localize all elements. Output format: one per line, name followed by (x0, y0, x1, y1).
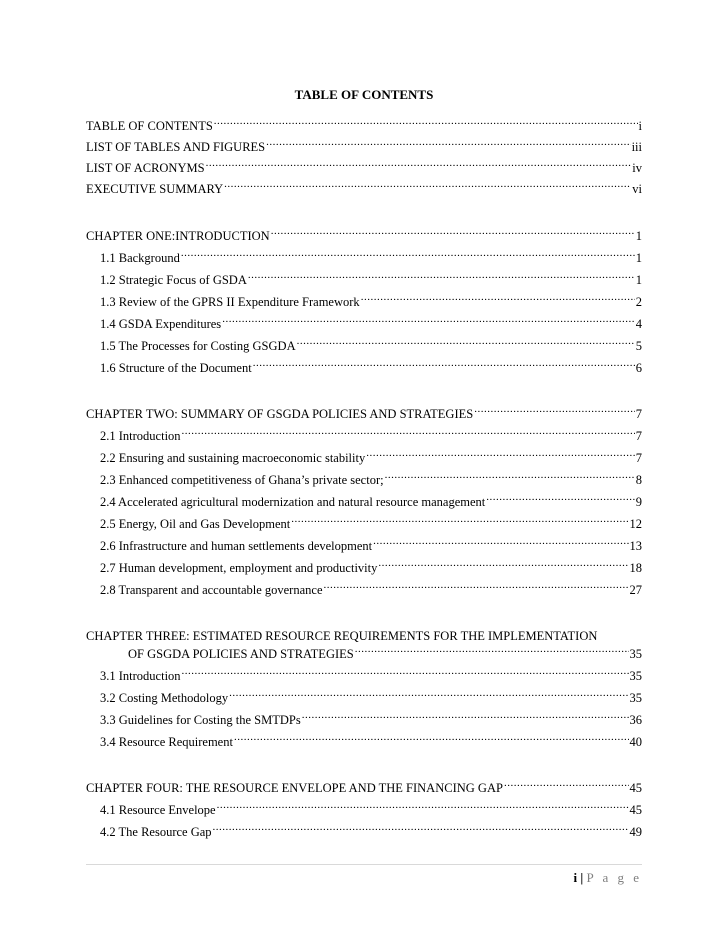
toc-entry[interactable]: 2.8 Transparent and accountable governance ..... 27 (86, 580, 642, 596)
toc-chapter-heading[interactable]: CHAPTER TWO: SUMMARY OF GSGDA POLICIES AND STRATEGIES ..... 7 (86, 404, 642, 420)
page-number: 2 (635, 295, 642, 309)
page-number: 35 (629, 669, 642, 683)
dot-leader (181, 248, 635, 262)
page-number: 4 (635, 317, 642, 331)
toc-entry[interactable]: 1.3 Review of the GPRS II Expenditure Framework ..... 2 (86, 292, 642, 308)
toc-entry[interactable]: 2.2 Ensuring and sustaining macroeconomic stability ..... 7 (86, 448, 642, 464)
page-number: 35 (629, 691, 642, 705)
footer-separator: | (580, 870, 584, 885)
toc-entry[interactable]: 1.5 The Processes for Costing GSGDA ..... 5 (86, 336, 642, 352)
dot-leader (486, 492, 635, 506)
dot-leader (214, 116, 638, 130)
toc-entry[interactable]: 3.4 Resource Requirement ..... 40 (86, 732, 642, 748)
toc-entry[interactable]: EXECUTIVE SUMMARY ..... vi (86, 179, 642, 195)
toc-entry[interactable]: 4.1 Resource Envelope ..... 45 (86, 800, 642, 816)
toc-entry[interactable]: 1.4 GSDA Expenditures ..... 4 (86, 314, 642, 330)
page-number: 45 (629, 781, 642, 795)
page-number: 45 (629, 803, 642, 817)
chapter-four-section (86, 778, 642, 838)
dot-leader (229, 688, 628, 702)
chapter-two-section (86, 404, 642, 596)
page-number: 7 (635, 407, 642, 421)
page-number: iii (631, 140, 642, 154)
page-number: 12 (629, 517, 642, 531)
page-number: 1 (635, 273, 642, 287)
dot-leader (271, 226, 635, 240)
page-number: 13 (629, 539, 642, 553)
dot-leader (222, 314, 635, 328)
dot-leader (361, 292, 635, 306)
dot-leader (217, 800, 629, 814)
dot-leader (182, 666, 629, 680)
page-number: 9 (635, 495, 642, 509)
dot-leader (324, 580, 629, 594)
dot-leader (206, 158, 632, 172)
dot-leader (385, 470, 635, 484)
toc-entry[interactable]: 2.1 Introduction ..... 7 (86, 426, 642, 442)
page-number: 18 (629, 561, 642, 575)
page-number: 36 (629, 713, 642, 727)
dot-leader (291, 514, 628, 528)
dot-leader (474, 404, 635, 418)
toc-entry[interactable]: 2.7 Human development, employment and productivity ..... 18 (86, 558, 642, 574)
toc-entry[interactable]: 2.3 Enhanced competitiveness of Ghana’s private sector; ..... 8 (86, 470, 642, 486)
page-number: vi (632, 182, 642, 196)
footer-page-label: P a g e (586, 870, 642, 885)
dot-leader (355, 644, 629, 658)
page-number: i (638, 119, 642, 133)
page-number: 6 (635, 361, 642, 375)
toc-entry[interactable]: 3.1 Introduction ..... 35 (86, 666, 642, 682)
footer-divider (86, 864, 642, 865)
page-number: 5 (635, 339, 642, 353)
toc-entry[interactable]: 1.2 Strategic Focus of GSDA ..... 1 (86, 270, 642, 286)
toc-entry[interactable]: LIST OF TABLES AND FIGURES ..... iii (86, 137, 642, 153)
dot-leader (234, 732, 629, 746)
dot-leader (182, 426, 635, 440)
toc-chapter-heading[interactable]: CHAPTER FOUR: THE RESOURCE ENVELOPE AND THE FINANCING GAP ..... 45 (86, 778, 642, 794)
page-number: 1 (635, 229, 642, 243)
toc-entry[interactable]: 1.1 Background ..... 1 (86, 248, 642, 264)
dot-leader (253, 358, 635, 372)
toc-title: TABLE OF CONTENTS (294, 87, 434, 102)
chapter-one-section (86, 226, 642, 374)
toc-chapter-heading[interactable]: CHAPTER ONE:INTRODUCTION ..... 1 (86, 226, 642, 242)
page-number: 49 (629, 825, 642, 839)
page-number: 27 (629, 583, 642, 597)
dot-leader (248, 270, 635, 284)
toc-entry[interactable]: 2.4 Accelerated agricultural modernization and natural resource management ..... 9 (86, 492, 642, 508)
dot-leader (366, 448, 635, 462)
page-number: iv (632, 161, 642, 175)
dot-leader (373, 536, 628, 550)
dot-leader (266, 137, 630, 151)
toc-chapter-heading[interactable]: OF GSGDA POLICIES AND STRATEGIES ..... 35 (86, 644, 642, 660)
dot-leader (504, 778, 629, 792)
page-number: 1 (635, 251, 642, 265)
toc-entry[interactable]: 4.2 The Resource Gap ..... 49 (86, 822, 642, 838)
page-number: 40 (629, 735, 642, 749)
dot-leader (378, 558, 628, 572)
toc-entry[interactable]: 2.6 Infrastructure and human settlements development ..... 13 (86, 536, 642, 552)
page-number: 7 (635, 429, 642, 443)
toc-entry[interactable]: TABLE OF CONTENTS ..... i (86, 116, 642, 132)
toc-entry[interactable]: 3.3 Guidelines for Costing the SMTDPs ..... 36 (86, 710, 642, 726)
dot-leader (224, 179, 631, 193)
page-number: 7 (635, 451, 642, 465)
page-number: 8 (635, 473, 642, 487)
page-number: 35 (629, 647, 642, 661)
toc-entry[interactable]: 2.5 Energy, Oil and Gas Development ..... 12 (86, 514, 642, 530)
toc-entry[interactable]: LIST OF ACRONYMS ..... iv (86, 158, 642, 174)
footer-page-number: i (573, 870, 578, 885)
chapter-three-section (86, 628, 642, 748)
toc-entry[interactable]: 3.2 Costing Methodology ..... 35 (86, 688, 642, 704)
page-footer (573, 870, 642, 886)
dot-leader (213, 822, 629, 836)
toc-entry[interactable]: 1.6 Structure of the Document ..... 6 (86, 358, 642, 374)
toc-chapter-heading-line[interactable]: CHAPTER THREE: ESTIMATED RESOURCE REQUIREMENTS FOR THE IMPLEMENTATION (86, 629, 598, 643)
dot-leader (302, 710, 629, 724)
dot-leader (297, 336, 635, 350)
